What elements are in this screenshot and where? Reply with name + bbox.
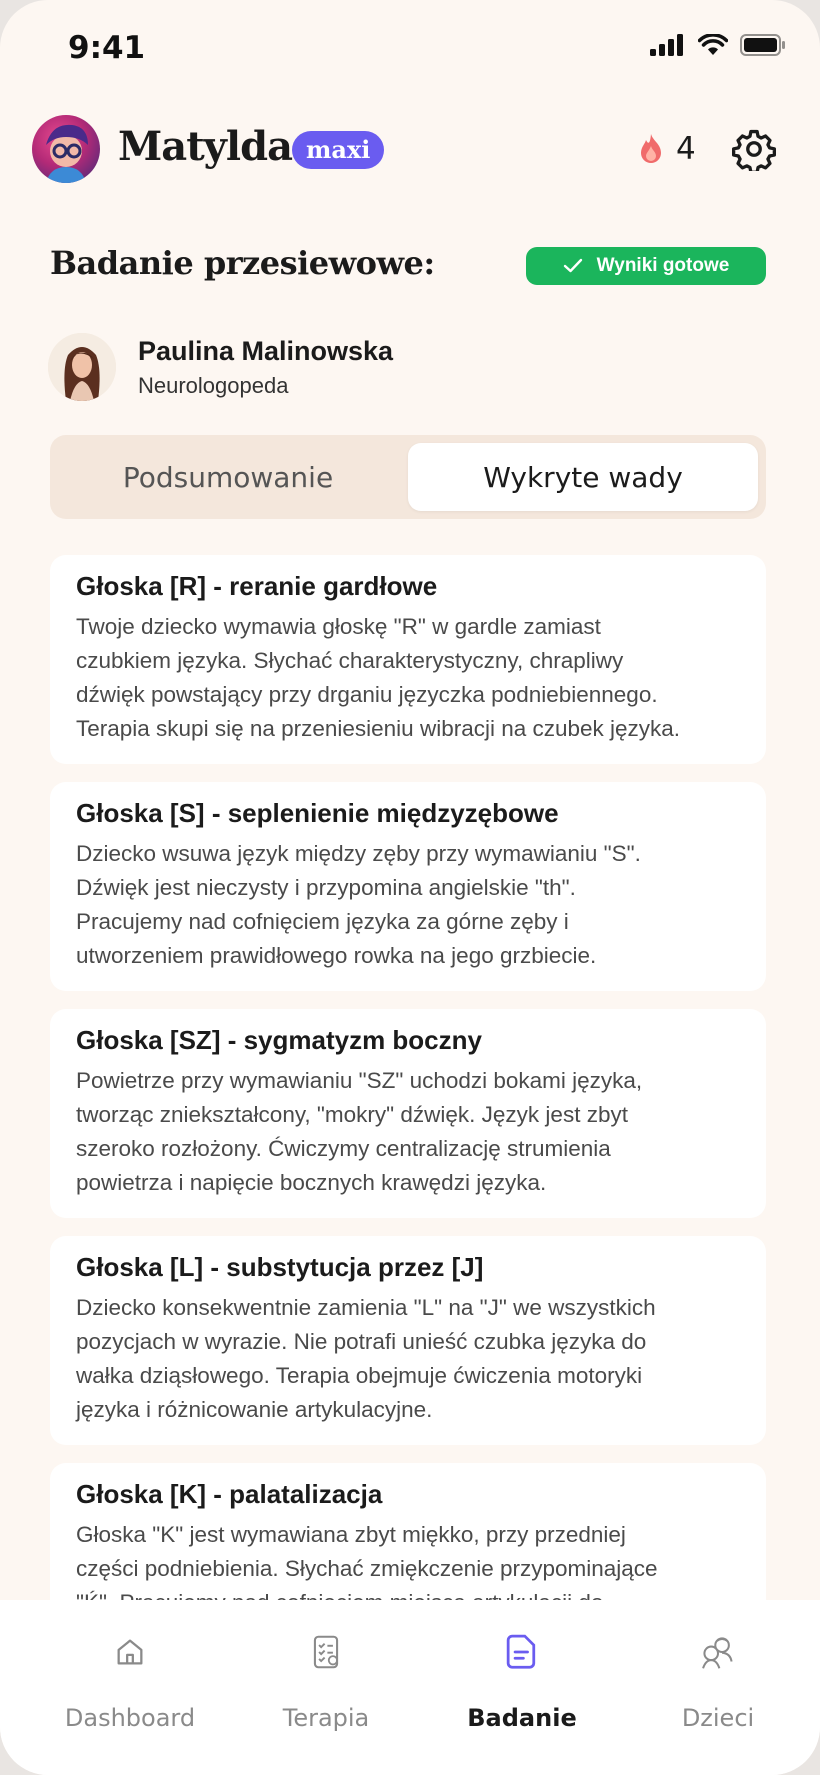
defect-description: Twoje dziecko wymawia głoskę "R" w gardle zamiast czubkiem języka. Słychać charakterystyczny, chrapliwy dźwięk powstający przy drganiu języczka podniebiennego. Terapia skupi się na przeniesieniu wibracji na czubek języka. xyxy=(76,614,681,741)
page-title: Badanie przesiewowe: xyxy=(50,244,435,282)
results-status-label: Wyniki gotowe xyxy=(596,255,730,276)
battery-icon xyxy=(740,34,786,56)
children-icon xyxy=(699,1634,737,1670)
defect-card[interactable] xyxy=(50,1009,766,1218)
tab-summary[interactable]: Podsumowanie xyxy=(122,460,334,494)
nav-screening[interactable] xyxy=(422,1630,622,1732)
defect-title: Głoska [L] - substytucja przez [J] xyxy=(76,1252,484,1282)
results-ready-badge xyxy=(526,247,766,285)
nav-label: Badanie xyxy=(467,1704,577,1732)
child-avatar[interactable] xyxy=(32,115,100,183)
therapist-avatar xyxy=(48,333,116,401)
defect-description: Dziecko konsekwentnie zamienia "L" na "J" we wszystkich pozycjach w wyrazie. Nie potrafi unieść czubka języka do wałka dziąsłowego. Terapia obejmuje ćwiczenia motoryki języka i różnicowanie artykulacyjne. xyxy=(76,1295,656,1422)
signal-icon xyxy=(650,34,686,56)
defect-title: Głoska [SZ] - sygmatyzm boczny xyxy=(76,1025,482,1055)
defect-description: Dziecko wsuwa język między zęby przy wymawianiu "S". Dźwięk jest nieczysty i przypomina angielskie "th". Pracujemy nad cofnięciem języka za górne zęby i utworzeniem prawidłowego rowka na jego grzbiecie. xyxy=(76,841,641,968)
nav-children[interactable] xyxy=(618,1630,818,1732)
app-name: Matylda xyxy=(118,123,292,170)
tab-detected-defects[interactable]: Wykryte wady xyxy=(408,443,758,511)
segmented-tabs xyxy=(50,435,766,519)
wifi-icon xyxy=(698,34,728,56)
checklist-icon xyxy=(309,1634,343,1670)
status-time: 9:41 xyxy=(68,30,146,66)
nav-therapy[interactable] xyxy=(226,1630,426,1732)
bottom-navigation xyxy=(0,1600,820,1775)
home-icon xyxy=(113,1635,147,1669)
nav-label: Dashboard xyxy=(64,1704,196,1732)
defect-card[interactable] xyxy=(50,782,766,991)
gear-icon xyxy=(732,127,776,171)
therapist-card xyxy=(48,333,748,403)
therapist-name: Paulina Malinowska xyxy=(138,336,394,366)
nav-dashboard[interactable] xyxy=(30,1630,230,1732)
plan-badge: maxi xyxy=(292,131,384,169)
defect-title: Głoska [S] - seplenienie międzyzębowe xyxy=(76,798,559,828)
streak-count: 4 xyxy=(676,131,696,167)
defect-title: Głoska [R] - reranie gardłowe xyxy=(76,571,438,601)
defect-title: Głoska [K] - palatalizacja xyxy=(76,1479,383,1509)
settings-button[interactable] xyxy=(732,127,776,176)
therapist-role: Neurologopeda xyxy=(138,373,289,398)
status-icons xyxy=(650,34,786,56)
app-header xyxy=(32,115,788,187)
streak-counter[interactable] xyxy=(634,131,696,167)
document-icon xyxy=(506,1634,538,1670)
check-icon xyxy=(563,258,583,274)
defect-card[interactable] xyxy=(50,1236,766,1445)
status-bar xyxy=(0,0,820,90)
defect-description: Powietrze przy wymawianiu "SZ" uchodzi bokami języka, tworząc zniekształcony, "mokry" dźwięk. Język jest zbyt szeroko rozłożony. Ćwiczymy centralizację strumienia powietrza i napięcie bocznych krawędzi języka. xyxy=(76,1068,643,1195)
defect-description: Głoska "K" jest wymawiana zbyt miękko, przy przedniej części podniebienia. Słychać zmiękczenie przypominające xyxy=(76,1522,658,1581)
nav-label: Terapia xyxy=(282,1704,370,1732)
defects-list xyxy=(50,555,766,1656)
flame-icon xyxy=(634,132,668,166)
defect-card[interactable] xyxy=(50,555,766,764)
nav-label: Dzieci xyxy=(681,1704,755,1732)
